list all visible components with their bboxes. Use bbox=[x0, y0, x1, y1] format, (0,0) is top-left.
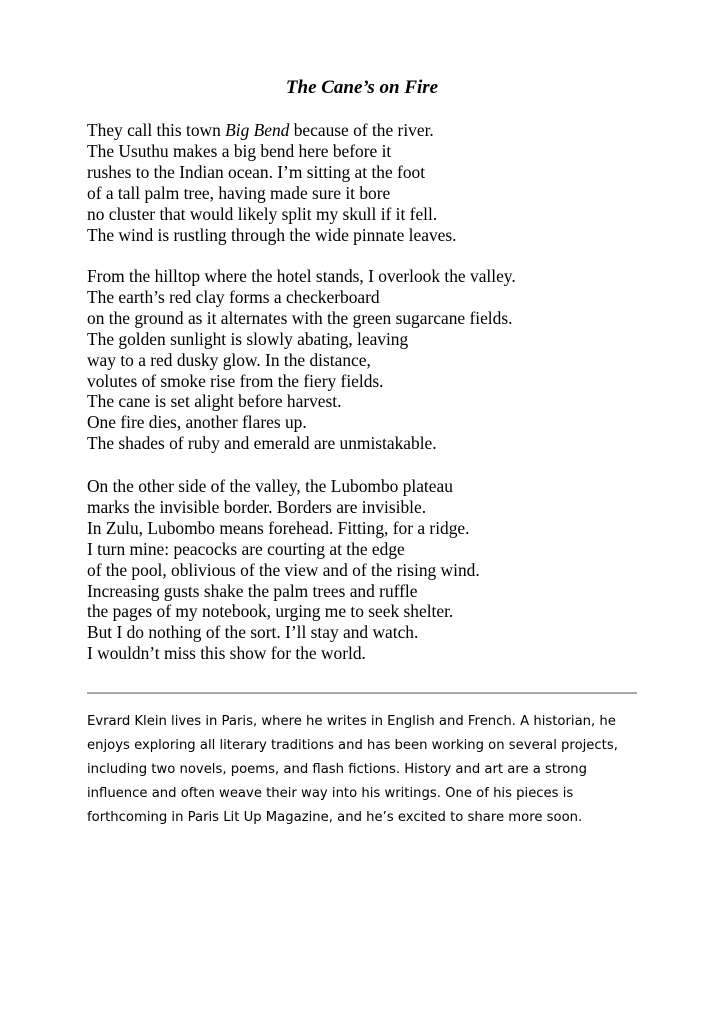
poem-stanza-1 bbox=[87, 120, 677, 245]
poem-stanza-2 bbox=[87, 266, 677, 454]
poem-line: rushes to the Indian ocean. I’m sitting at the foot bbox=[87, 161, 426, 182]
bio-line: influence and often weave their way into his writings. One of his pieces is bbox=[87, 786, 574, 801]
poem-line: The earth’s red clay forms a checkerboard bbox=[87, 286, 380, 307]
poem-line: volutes of smoke rise from the fiery fields. bbox=[87, 370, 384, 391]
poem-line: of the pool, oblivious of the view and of the rising wind. bbox=[87, 559, 480, 580]
poem-line: The golden sunlight is slowly abating, leaving bbox=[87, 328, 409, 349]
author-bio bbox=[87, 710, 647, 830]
poem-line: In Zulu, Lubombo means forehead. Fitting, for a ridge. bbox=[87, 517, 470, 538]
poem-line: But I do nothing of the sort. I’ll stay and watch. bbox=[87, 622, 419, 643]
poem-line: The shades of ruby and emerald are unmistakable. bbox=[87, 433, 437, 454]
poem-line: The wind is rustling through the wide pinnate leaves. bbox=[87, 224, 457, 245]
bio-line: forthcoming in Paris Lit Up Magazine, and he’s excited to share more soon. bbox=[87, 810, 583, 825]
poem-line: Increasing gusts shake the palm trees and ruffle bbox=[87, 580, 418, 601]
poem-stanza-3 bbox=[87, 476, 677, 664]
poem-line: the pages of my notebook, urging me to seek shelter. bbox=[87, 601, 454, 622]
poem-line: One fire dies, another flares up. bbox=[87, 412, 307, 433]
poem-line: on the ground as it alternates with the green sugarcane fields. bbox=[87, 307, 513, 328]
poem-line: I wouldn’t miss this show for the world. bbox=[87, 643, 366, 664]
bio-line: including two novels, poems, and flash fictions. History and art are a strong bbox=[87, 762, 588, 777]
town-name-italic: Big Bend bbox=[225, 120, 290, 140]
poem-line: From the hilltop where the hotel stands, I overlook the valley. bbox=[87, 266, 516, 286]
poem-line: They call this town Big Bend because of the river. bbox=[87, 120, 434, 140]
poem-line: The cane is set alight before harvest. bbox=[87, 391, 342, 412]
bio-line: Evrard Klein lives in Paris, where he writes in English and French. A historian, he bbox=[87, 714, 616, 729]
poem-line: way to a red dusky glow. In the distance, bbox=[87, 349, 371, 370]
poem-line: no cluster that would likely split my skull if it fell. bbox=[87, 203, 438, 224]
bio-line: enjoys exploring all literary traditions and has been working on several projects, bbox=[87, 738, 618, 753]
poem-line: marks the invisible border. Borders are invisible. bbox=[87, 496, 427, 517]
poem-title: The Cane’s on Fire bbox=[285, 77, 439, 98]
poem-line: The Usuthu makes a big bend here before it bbox=[87, 140, 392, 161]
section-divider bbox=[87, 692, 637, 694]
poem-line: I turn mine: peacocks are courting at the edge bbox=[87, 538, 405, 559]
poem-line: of a tall palm tree, having made sure it bore bbox=[87, 182, 391, 203]
poem-line: On the other side of the valley, the Lubombo plateau bbox=[87, 476, 453, 496]
